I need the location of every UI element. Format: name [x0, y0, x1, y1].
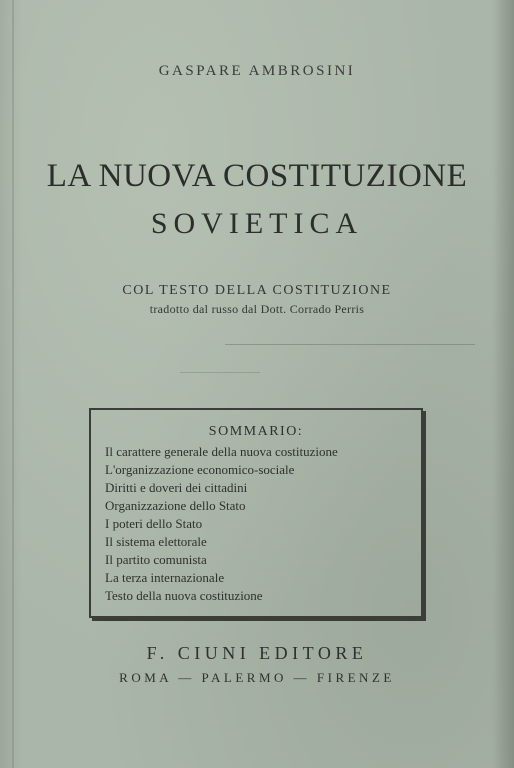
summary-box — [89, 408, 423, 618]
summary-item: La terza internazionale — [105, 570, 225, 585]
summary-item: Il carattere generale della nuova costituzione — [105, 444, 338, 459]
summary-list — [105, 443, 338, 605]
title-line-1: LA NUOVA COSTITUZIONE — [46, 158, 468, 194]
summary-item: Il sistema elettorale — [105, 534, 207, 549]
summary-item: I poteri dello Stato — [105, 516, 203, 531]
summary-item: Diritti e doveri dei cittadini — [105, 480, 248, 495]
title-line-2: SOVIETICA — [150, 207, 364, 240]
subtitle-line-1: COL TESTO DELLA COSTITUZIONE — [122, 283, 392, 298]
paper-fold-line — [180, 372, 260, 373]
author-name: GASPARE AMBROSINI — [158, 63, 356, 79]
paper-fold-line — [225, 344, 475, 345]
summary-item: Testo della nuova costituzione — [105, 588, 263, 603]
publisher-cities: ROMA — PALERMO — FIRENZE — [119, 670, 395, 685]
publisher-name: F. CIUNI EDITORE — [146, 643, 368, 663]
summary-heading: SOMMARIO: — [208, 424, 304, 439]
summary-item: Il partito comunista — [105, 552, 207, 567]
summary-item: Organizzazione dello Stato — [105, 498, 246, 513]
subtitle-line-2: tradotto dal russo dal Dott. Corrado Perris — [149, 302, 365, 316]
summary-item: L'organizzazione economico-sociale — [105, 462, 295, 477]
